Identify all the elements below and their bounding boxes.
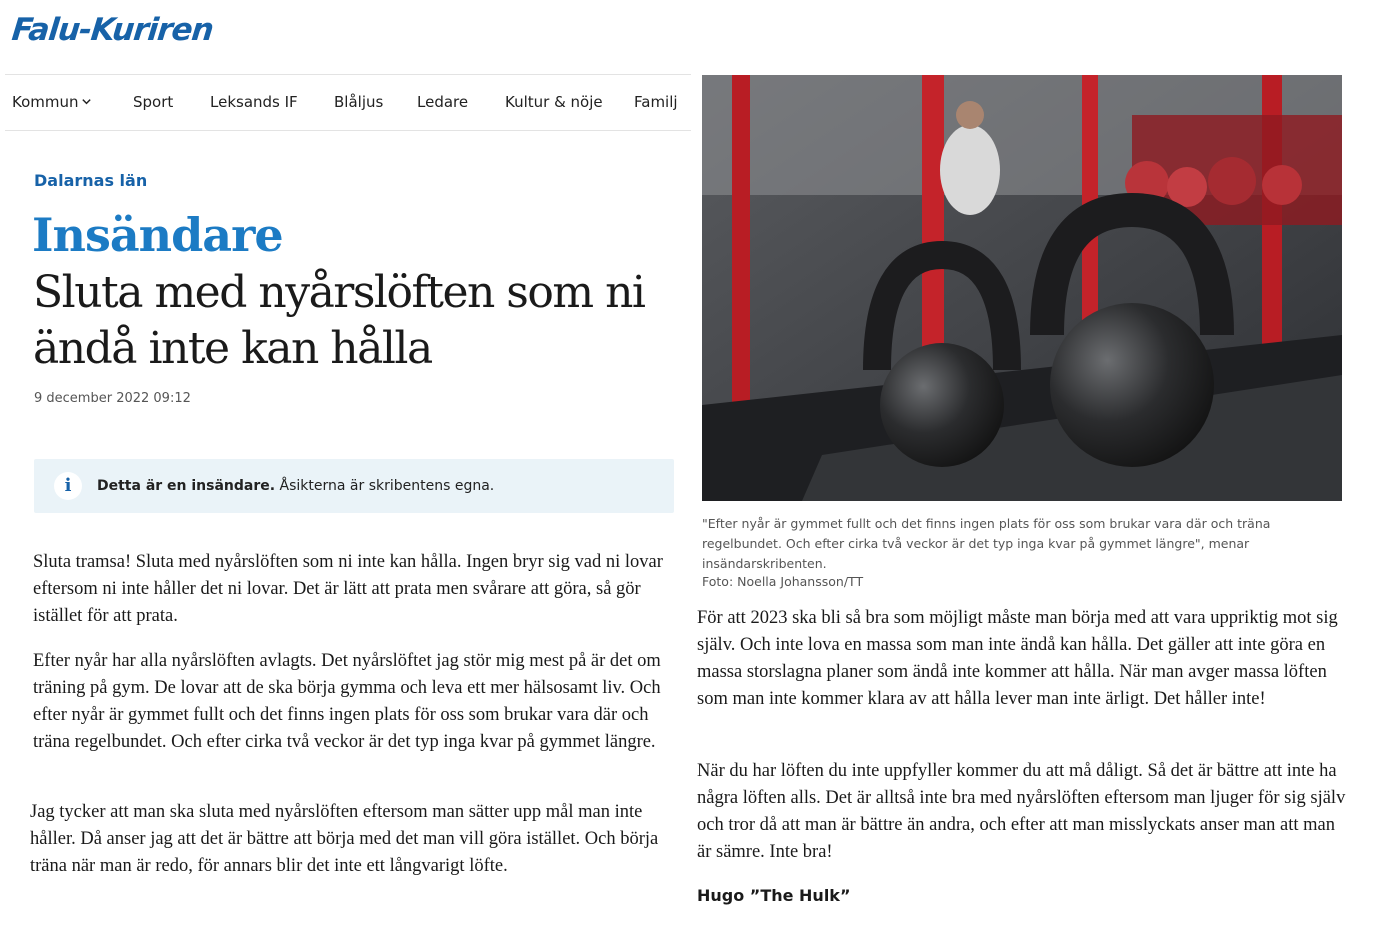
author-signature: Hugo ”The Hulk” (697, 886, 851, 905)
nav-item-label: Kommun (12, 93, 79, 111)
article-kicker: Insändare (32, 208, 283, 262)
info-icon: i (54, 472, 82, 500)
notice-rest: Åsikterna är skribentens egna. (275, 478, 495, 494)
chevron-down-icon (81, 96, 92, 107)
nav-item-kommun[interactable] (12, 93, 92, 111)
notice-text (97, 478, 494, 494)
article-paragraph: Jag tycker att man ska sluta med nyårslöften eftersom man sätter upp mål man inte håller. Då anser jag att det är bättre att börja med det man vill göra istället. Och börja träna när man är redo, för annars blir det inte ett långvarigt löfte. (30, 802, 659, 876)
main-navigation (5, 74, 691, 131)
nav-item-blaljus[interactable]: Blåljus (334, 93, 384, 111)
section-label[interactable]: Dalarnas län (34, 171, 148, 190)
nav-item-sport[interactable]: Sport (133, 93, 174, 111)
photo-credit: Foto: Noella Johansson/TT (702, 574, 864, 589)
opinion-notice (34, 459, 674, 513)
article-paragraph: När du har löften du inte uppfyller kommer du att må dåligt. Så det är bättre att inte ha några löften alls. Det är alltså inte bra med nyårslöften eftersom man ljuger för sig själv och tror då att man är bättre än andra, och efter att man misslyckats anser man att man är sämre. Inte bra! (697, 761, 1346, 862)
photo-caption: "Efter nyår är gymmet fullt och det finns ingen plats för oss som brukar vara där och träna regelbundet. Och efter cirka två veckor är det typ inga kvar på gymmet längre", menar insändarskribenten. (702, 516, 1271, 571)
article-headline: Sluta med nyårslöften som ni ändå inte kan hålla (33, 267, 645, 374)
article-paragraph: Sluta tramsa! Sluta med nyårslöften som ni inte kan hålla. Ingen bryr sig vad ni lovar eftersom ni inte håller det ni lovar. Det är lätt att prata men svårare att göra, så gör istället för att prata. (33, 552, 663, 626)
article-photo-kettlebells[interactable] (702, 75, 1342, 501)
nav-item-leksands-if[interactable]: Leksands IF (210, 93, 298, 111)
notice-bold: Detta är en insändare. (97, 478, 276, 494)
kettlebell-illustration (702, 75, 1342, 501)
site-logo[interactable]: Falu-Kuriren (10, 12, 215, 48)
nav-item-ledare[interactable]: Ledare (417, 93, 469, 111)
article-paragraph: Efter nyår har alla nyårslöften avlagts. Det nyårslöftet jag stör mig mest på är det om träning på gym. De lovar att de ska börja gymma och leva ett mer hälsosamt liv. Och efter nyår är gymmet fullt och det finns ingen plats för oss som brukar vara där och träna regelbundet. Och efter cirka två veckor är det typ inga kvar på gymmet längre. (33, 651, 661, 752)
nav-item-familj[interactable]: Familj (634, 93, 678, 111)
nav-item-kultur-noje[interactable]: Kultur & nöje (505, 93, 603, 111)
publish-date: 9 december 2022 09:12 (34, 391, 191, 406)
article-paragraph: För att 2023 ska bli så bra som möjligt måste man börja med att vara uppriktig mot sig själv. Och inte lova en massa som man inte ändå kan hålla. Det gäller att inte göra en massa storslagna planer som ändå inte kommer att hålla. När man avger massa löften som man inte kommer klara av att hålla lever man inte ärligt. Det håller inte! (697, 608, 1338, 709)
